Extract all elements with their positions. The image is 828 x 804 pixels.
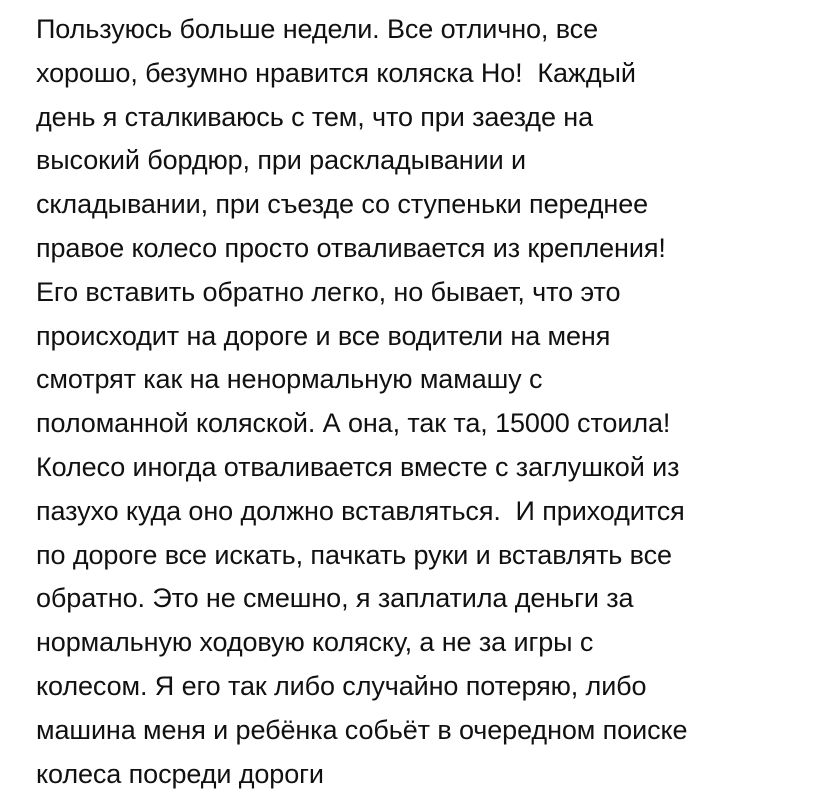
text-line: хорошо, безумно нравится коляска Но! Каждый [36,57,636,88]
text-line: складывании, при съезде со ступеньки переднее [36,189,649,220]
text-line: происходит на дороге и все водители на меня [36,320,611,351]
text-line: смотрят как на ненормальную мамашу с [36,364,543,395]
text-line: машина меня и ребёнка собьёт в очередном поиске [36,714,688,745]
text-line: поломанной коляской. А она, так та, 15000 стоила! [36,408,671,439]
text-line: Его вставить обратно легко, но бывает, что это [36,276,621,307]
text-line: колеса посреди дороги [36,758,324,789]
text-line: Колесо иногда отваливается вместе с заглушкой из [36,451,680,482]
text-line: Пользуюсь больше недели. Все отлично, все [36,14,598,44]
text-line: правое колесо просто отваливается из крепления! [36,232,666,263]
review-text [36,8,816,796]
text-line: пазухо куда оно должно вставляться. И приходится [36,495,685,526]
text-line: день я сталкиваюсь с тем, что при заезде на [36,101,593,132]
text-line: обратно. Это не смешно, я заплатила деньги за [36,583,634,614]
text-line: по дороге все искать, пачкать руки и вставлять все [36,539,672,570]
text-line: нормальную ходовую коляску, а не за игры с [36,627,594,658]
text-line: высокий бордюр, при раскладывании и [36,145,526,176]
text-line: колесом. Я его так либо случайно потеряю, либо [36,670,647,701]
